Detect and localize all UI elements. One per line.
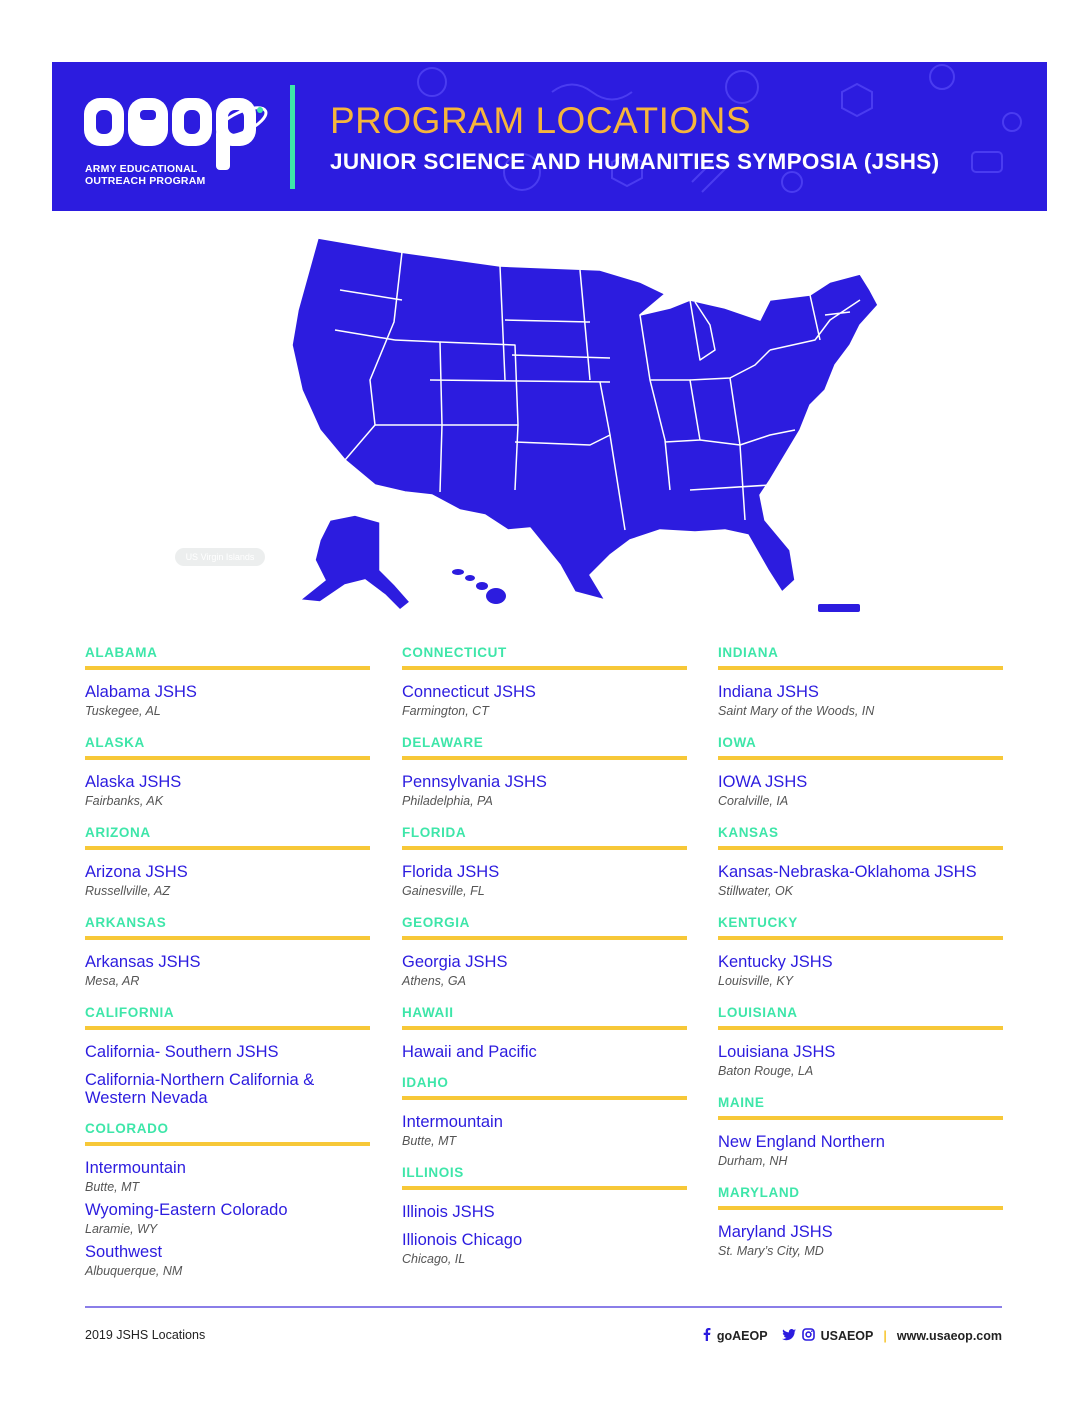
program-entry bbox=[402, 863, 687, 901]
program-entry bbox=[402, 1043, 687, 1061]
program-location: Butte, MT bbox=[85, 1180, 140, 1194]
program-location: Coralville, IA bbox=[718, 794, 789, 808]
facebook-handle[interactable]: goAEOP bbox=[716, 1329, 768, 1343]
state-heading: GEORGIA bbox=[402, 915, 687, 940]
program-location: Philadelphia, PA bbox=[402, 794, 493, 808]
program-entry bbox=[718, 773, 1003, 811]
program-entry bbox=[85, 1071, 370, 1107]
alaska bbox=[300, 515, 410, 610]
program-location: Fairbanks, AK bbox=[85, 794, 164, 808]
state-group bbox=[85, 825, 370, 901]
footer-divider bbox=[85, 1306, 1002, 1308]
instagram-icon[interactable] bbox=[802, 1328, 815, 1344]
program-entry bbox=[718, 683, 1003, 721]
logo-line-2: OUTREACH PROGRAM bbox=[85, 175, 206, 187]
state-heading: CALIFORNIA bbox=[85, 1005, 370, 1030]
state-heading: HAWAII bbox=[402, 1005, 687, 1030]
program-name[interactable]: California-Northern California & Western Nevada bbox=[85, 1071, 315, 1107]
state-heading: CONNECTICUT bbox=[402, 645, 687, 670]
program-name[interactable]: Illionois Chicago bbox=[402, 1231, 523, 1249]
program-entry bbox=[85, 1201, 370, 1239]
state-heading: LOUISIANA bbox=[718, 1005, 1003, 1030]
state-group bbox=[402, 825, 687, 901]
state-heading: INDIANA bbox=[718, 645, 1003, 670]
program-location: Chicago, IL bbox=[402, 1252, 466, 1266]
footer-caption: 2019 JSHS Locations bbox=[85, 1328, 206, 1342]
twitter-icon[interactable] bbox=[782, 1329, 796, 1344]
program-name[interactable]: Pennsylvania JSHS bbox=[402, 773, 547, 791]
program-location: Louisville, KY bbox=[718, 974, 794, 988]
state-group bbox=[402, 1165, 687, 1269]
locations-column-3 bbox=[718, 645, 1003, 1275]
virgin-islands-tag[interactable]: US Virgin Islands bbox=[175, 548, 265, 566]
state-group bbox=[85, 1121, 370, 1281]
program-location: Durham, NH bbox=[718, 1154, 788, 1168]
program-name[interactable]: Arkansas JSHS bbox=[85, 953, 201, 971]
program-name[interactable]: Alaska JSHS bbox=[85, 773, 182, 791]
program-location: Tuskegee, AL bbox=[85, 704, 161, 718]
logo-subtitle bbox=[85, 163, 205, 187]
page-subtitle: JUNIOR SCIENCE AND HUMANITIES SYMPOSIA (JSHS) bbox=[330, 149, 940, 174]
state-heading: ARKANSAS bbox=[85, 915, 370, 940]
program-location: Stillwater, OK bbox=[718, 884, 794, 898]
program-name[interactable]: IOWA JSHS bbox=[718, 773, 808, 791]
program-location: Laramie, WY bbox=[85, 1222, 158, 1236]
header-banner bbox=[52, 62, 1047, 211]
state-group bbox=[718, 1185, 1003, 1261]
state-heading: FLORIDA bbox=[402, 825, 687, 850]
state-heading: IDAHO bbox=[402, 1075, 687, 1100]
state-group bbox=[402, 1005, 687, 1061]
banner-divider bbox=[290, 85, 295, 189]
program-entry bbox=[85, 863, 370, 901]
program-name[interactable]: New England Northern bbox=[718, 1133, 885, 1151]
program-entry bbox=[402, 683, 687, 721]
state-heading: MAINE bbox=[718, 1095, 1003, 1120]
program-entry bbox=[85, 1159, 370, 1197]
locations-column-2 bbox=[402, 645, 687, 1283]
program-location: St. Mary’s City, MD bbox=[718, 1244, 824, 1258]
program-name[interactable]: Arizona JSHS bbox=[85, 863, 188, 881]
state-group bbox=[402, 735, 687, 811]
program-entry bbox=[85, 683, 370, 721]
program-entry bbox=[718, 1133, 1003, 1171]
program-entry bbox=[718, 953, 1003, 991]
footer-separator: | bbox=[883, 1329, 887, 1343]
program-name[interactable]: California- Southern JSHS bbox=[85, 1043, 279, 1061]
program-name[interactable]: Florida JSHS bbox=[402, 863, 500, 881]
program-name[interactable]: Kentucky JSHS bbox=[718, 953, 833, 971]
puerto-rico bbox=[818, 604, 860, 612]
state-heading: KANSAS bbox=[718, 825, 1003, 850]
program-location: Gainesville, FL bbox=[402, 884, 485, 898]
state-heading: ILLINOIS bbox=[402, 1165, 687, 1190]
us-map bbox=[170, 230, 890, 620]
program-location: Mesa, AR bbox=[85, 974, 140, 988]
program-location: Saint Mary of the Woods, IN bbox=[718, 704, 875, 718]
program-name[interactable]: Southwest bbox=[85, 1243, 163, 1261]
program-entry bbox=[402, 1113, 687, 1151]
program-name[interactable]: Intermountain bbox=[402, 1113, 503, 1131]
logo-line-1: ARMY EDUCATIONAL bbox=[85, 163, 198, 175]
state-heading: MARYLAND bbox=[718, 1185, 1003, 1210]
social-handle[interactable]: USAEOP bbox=[820, 1329, 874, 1343]
program-entry bbox=[402, 1231, 687, 1269]
state-group bbox=[85, 915, 370, 991]
program-entry bbox=[85, 953, 370, 991]
website-link[interactable]: www.usaeop.com bbox=[896, 1329, 1002, 1343]
state-group bbox=[718, 1005, 1003, 1081]
program-name[interactable]: Alabama JSHS bbox=[85, 683, 197, 701]
state-group bbox=[85, 645, 370, 721]
locations-column-1 bbox=[85, 645, 370, 1295]
program-name[interactable]: Hawaii and Pacific bbox=[402, 1043, 537, 1061]
program-entry bbox=[85, 773, 370, 811]
state-heading: KENTUCKY bbox=[718, 915, 1003, 940]
program-name[interactable]: Louisiana JSHS bbox=[718, 1043, 836, 1061]
program-entry bbox=[402, 773, 687, 811]
program-name[interactable]: Maryland JSHS bbox=[718, 1223, 833, 1241]
footer-links bbox=[703, 1328, 1002, 1344]
program-entry bbox=[85, 1243, 370, 1281]
state-group bbox=[402, 645, 687, 721]
program-name[interactable]: Intermountain bbox=[85, 1159, 186, 1177]
state-group bbox=[402, 1075, 687, 1151]
program-entry bbox=[85, 1043, 370, 1061]
program-entry bbox=[718, 863, 1003, 901]
state-heading: COLORADO bbox=[85, 1121, 370, 1146]
state-heading: ARIZONA bbox=[85, 825, 370, 850]
state-heading: ALASKA bbox=[85, 735, 370, 760]
program-entry bbox=[402, 953, 687, 991]
state-heading: DELAWARE bbox=[402, 735, 687, 760]
program-name[interactable]: Connecticut JSHS bbox=[402, 683, 536, 701]
program-location: Athens, GA bbox=[402, 974, 466, 988]
program-entry bbox=[718, 1223, 1003, 1261]
hawaii bbox=[452, 569, 506, 604]
state-group bbox=[402, 915, 687, 991]
state-group bbox=[718, 915, 1003, 991]
state-group bbox=[718, 825, 1003, 901]
program-location: Farmington, CT bbox=[402, 704, 489, 718]
program-name[interactable]: Georgia JSHS bbox=[402, 953, 508, 971]
state-group bbox=[718, 645, 1003, 721]
program-name[interactable]: Illinois JSHS bbox=[402, 1203, 495, 1221]
state-group bbox=[85, 1005, 370, 1107]
aeop-logo-mark bbox=[82, 90, 282, 170]
state-group bbox=[718, 1095, 1003, 1171]
program-name[interactable]: Kansas-Nebraska-Oklahoma JSHS bbox=[718, 863, 977, 881]
program-location: Russellville, AZ bbox=[85, 884, 170, 898]
state-group bbox=[718, 735, 1003, 811]
program-name[interactable]: Wyoming-Eastern Colorado bbox=[85, 1201, 288, 1219]
program-location: Baton Rouge, LA bbox=[718, 1064, 814, 1078]
program-entry bbox=[718, 1043, 1003, 1081]
program-entry bbox=[402, 1203, 687, 1221]
program-location: Albuquerque, NM bbox=[85, 1264, 183, 1278]
facebook-icon[interactable] bbox=[703, 1328, 711, 1344]
program-location: Butte, MT bbox=[402, 1134, 457, 1148]
state-heading: IOWA bbox=[718, 735, 1003, 760]
state-heading: ALABAMA bbox=[85, 645, 370, 670]
page-title: PROGRAM LOCATIONS bbox=[330, 100, 752, 141]
program-name[interactable]: Indiana JSHS bbox=[718, 683, 819, 701]
state-group bbox=[85, 735, 370, 811]
